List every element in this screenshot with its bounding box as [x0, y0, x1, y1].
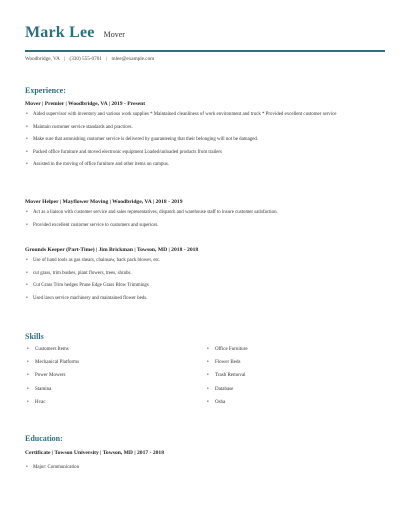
job-header: Grounds Keeper (Part-Time) | Jim Brickman | Towson, MD | 2018 - 2018: [25, 247, 199, 253]
job-bullets: [25, 210, 380, 229]
job-bullet: • Make sure that astonishing customer service is delivered by guaranteeing that their belonging will not be damaged.: [25, 137, 380, 144]
skill-item: • Power Mowers: [25, 373, 205, 379]
job-bullets: [25, 112, 380, 169]
job-bullet: • Aided supervisor with inventory and various work supplies * Maintained cleanliness of work environment and truck * Provided excellent customer service: [25, 112, 380, 119]
job-header: Mover Helper | Mayflower Moving | Woodbridge, VA | 2018 - 2019: [25, 199, 183, 205]
job-bullet: • Provided excellent customer service to customers and superiors.: [25, 223, 380, 230]
job-entry: [25, 101, 380, 175]
skill-item: • Customers Items: [25, 347, 205, 353]
name-row: [25, 24, 385, 42]
job-bullet: • Assisted in the moving of office furniture and other items on campus.: [25, 162, 380, 169]
education-bullet: • Major: Communication: [25, 465, 79, 470]
skill-item: • Osha: [205, 400, 385, 406]
contact-email[interactable]: mlee@example.com: [111, 56, 155, 62]
skill-item: • Stamina: [25, 387, 205, 393]
education-heading: Education:: [25, 434, 63, 443]
skill-item: • Flower Beds: [205, 360, 385, 366]
job-bullet: • Use of hand tools as gas shears, chainsaw, back pack blower, etc.: [25, 258, 380, 265]
contact-separator: |: [64, 56, 66, 62]
education-header: Certificate | Towson University | Towson, MD | 2017 - 2018: [25, 450, 165, 456]
job-header: Mover | Premier | Woodbridge, VA | 2019 - Present: [25, 101, 146, 107]
experience-heading: Experience:: [25, 86, 66, 95]
skill-item: • Database: [205, 387, 385, 393]
job-bullet: • cut grass, trim bushes, plant flowers, trees, shrubs.: [25, 271, 380, 278]
skill-item: • Office Furniture: [205, 347, 385, 353]
job-bullet: • Used lawn service machinery and maintained flower beds.: [25, 296, 380, 303]
contact-phone: (330) 555-0701: [69, 56, 102, 62]
resume-header: [25, 24, 385, 42]
skills-list: [25, 347, 385, 406]
skill-item: • Mechanical Platforms: [25, 360, 205, 366]
job-bullet: • Act as a liaison with customer service and sales representatives, dispatch and warehouse staff to insure customer satisfaction.: [25, 210, 380, 217]
candidate-name: Mark Lee: [25, 24, 95, 41]
job-bullets: [25, 258, 380, 303]
job-bullet: • Packed office furniture and moved electronic equipment Loaded/unloaded products from trailers: [25, 150, 380, 157]
job-bullet: • Cut Grass Trim hedges Prune Edge Grass Blow Trimmings: [25, 283, 380, 290]
contact-line: [25, 56, 154, 62]
skill-item: • Hvac: [25, 400, 205, 406]
job-entry: [25, 247, 380, 308]
contact-separator: |: [106, 56, 108, 62]
candidate-title: Mover: [103, 30, 125, 39]
header-divider: [25, 50, 385, 52]
skill-item: • Trash Removal: [205, 373, 385, 379]
contact-location: Woodbridge, VA: [25, 56, 60, 62]
skills-heading: Skills: [25, 332, 44, 341]
job-entry: [25, 199, 380, 235]
job-bullet: • Maintain customer service standards and practices.: [25, 125, 380, 132]
